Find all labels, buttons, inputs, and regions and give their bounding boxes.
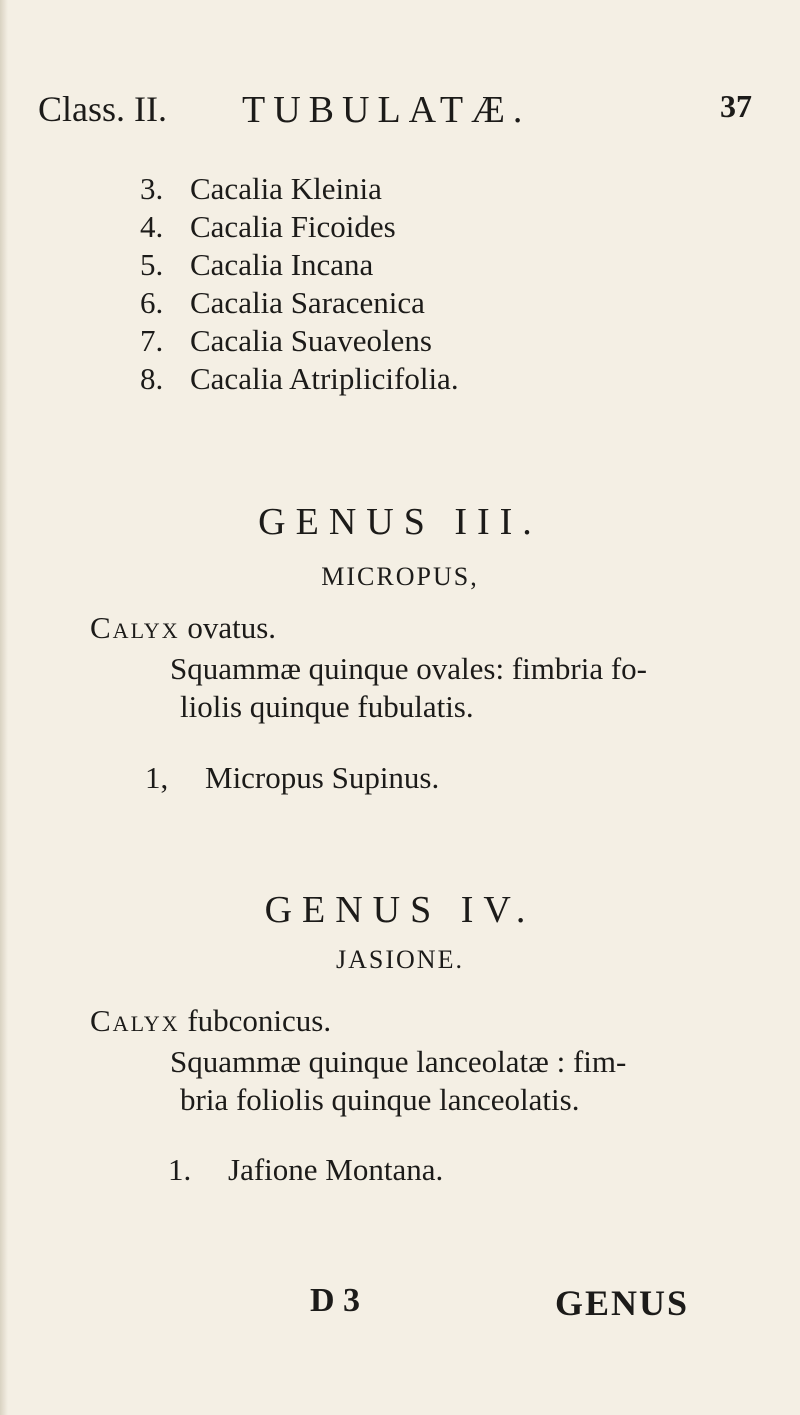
species-name: Cacalia Kleinia — [190, 171, 382, 206]
species-name: Cacalia Saracenica — [190, 285, 425, 320]
catchword: GENUS — [555, 1283, 690, 1323]
species-number: 1, — [145, 760, 169, 795]
species-name: Cacalia Suaveolens — [190, 323, 432, 358]
species-name: Micropus Supinus. — [205, 760, 440, 795]
cacalia-species-list — [140, 170, 459, 398]
header-class: Class. II. — [38, 89, 167, 129]
page-number: 37 — [720, 88, 752, 124]
list-item — [140, 246, 459, 284]
calyx-label: Calyx — [90, 610, 180, 645]
page-edge-shadow — [0, 0, 8, 1415]
genus-4-name: JASIONE. — [336, 945, 464, 974]
species-number: 6. — [140, 285, 164, 320]
genus-3-title: GENUS III. — [258, 501, 542, 543]
calyx-text: fubconicus. — [187, 1003, 332, 1038]
genus-3-name: MICROPUS, — [321, 562, 479, 591]
list-item — [140, 284, 459, 322]
species-name: Jafione Montana. — [228, 1152, 444, 1187]
species-name: Cacalia Atriplicifolia. — [190, 361, 459, 396]
description-line: liolis quinque fubulatis. — [180, 689, 474, 724]
genus-3-calyx — [90, 610, 276, 646]
species-number: 7. — [140, 323, 164, 358]
species-name: Cacalia Incana — [190, 247, 374, 282]
species-number: 3. — [140, 171, 164, 206]
list-item — [140, 208, 459, 246]
calyx-text: ovatus. — [187, 610, 277, 645]
genus-4-species — [168, 1152, 443, 1188]
description-line: Squammæ quinque ovales: fimbria fo- — [170, 651, 647, 686]
genus-4-description — [170, 1043, 627, 1119]
genus-3-species — [145, 760, 439, 796]
header-title: TUBULATÆ. — [242, 89, 531, 131]
signature-mark: D 3 — [310, 1282, 361, 1319]
running-header — [30, 88, 770, 138]
species-number: 4. — [140, 209, 164, 244]
genus-4-calyx — [90, 1003, 331, 1039]
species-number: 5. — [140, 247, 164, 282]
list-item — [140, 322, 459, 360]
genus-3-description — [170, 650, 647, 726]
list-item — [140, 360, 459, 398]
species-name: Cacalia Ficoides — [190, 209, 396, 244]
description-line: bria foliolis quinque lanceolatis. — [180, 1082, 580, 1117]
list-item — [140, 170, 459, 208]
genus-4-title: GENUS IV. — [264, 889, 536, 931]
calyx-label: Calyx — [90, 1003, 180, 1038]
species-number: 1. — [168, 1152, 192, 1187]
description-line: Squammæ quinque lanceolatæ : fim- — [170, 1044, 627, 1079]
species-number: 8. — [140, 361, 164, 396]
